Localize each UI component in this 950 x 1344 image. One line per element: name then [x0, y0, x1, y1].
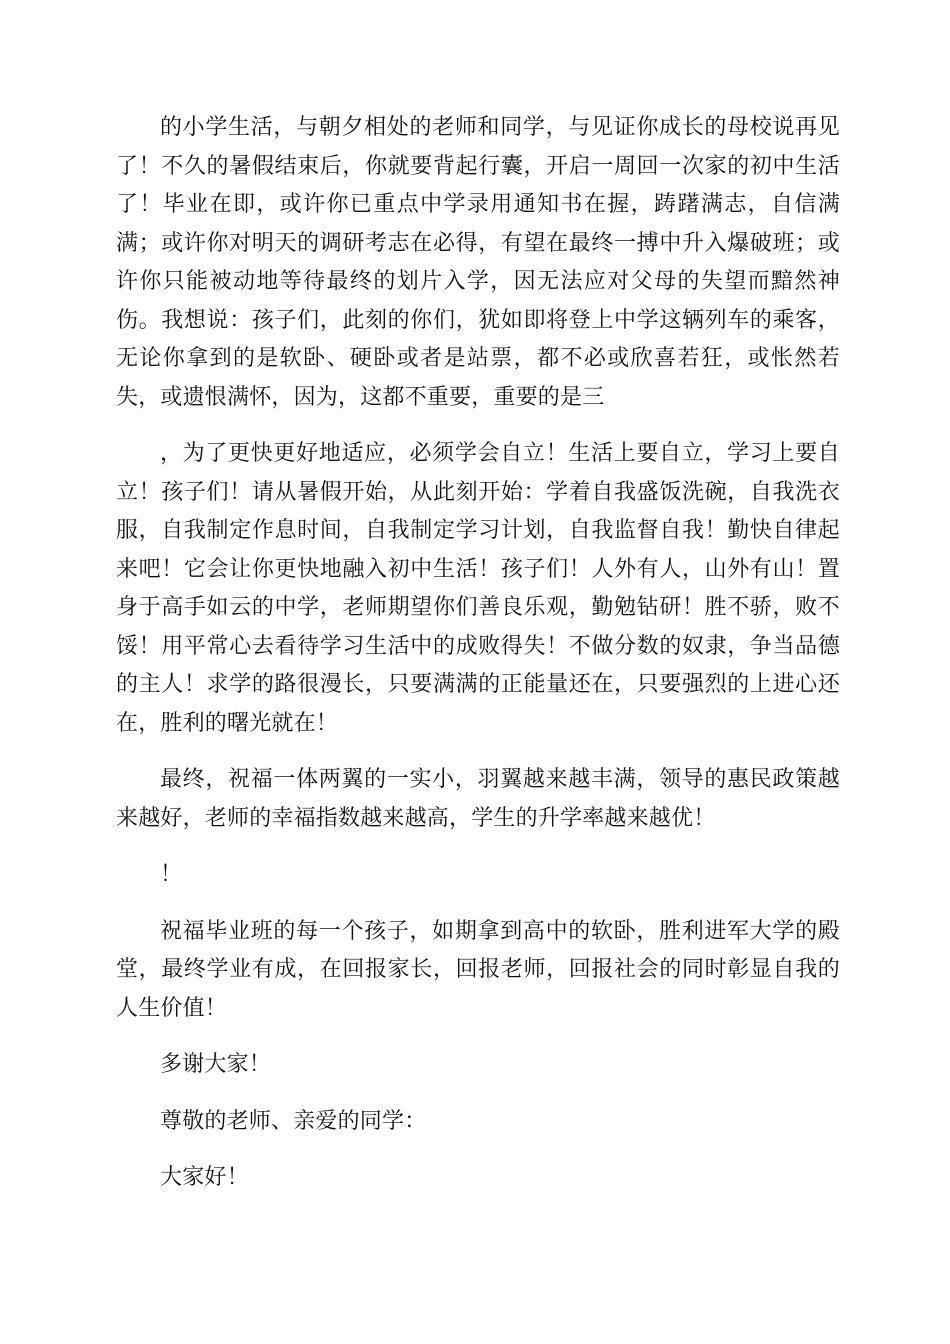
paragraph-thanks: 多谢大家！	[160, 1052, 272, 1077]
document-body	[116, 109, 840, 1216]
paragraph-primary-school-farewell: 的小学生活，与朝夕相处的老师和同学，与见证你成长的母校说再见了！不久的暑假结束后，你就要背起行囊，开启一周回一次家的初中生活了！毕业在即，或许你已重点中学录用通知书在握，踌躇满志，自信满满；或许你对明天的调研考志在必得，有望在最终一搏中升入爆破班；或许你只能被动地等待最终的划片入学，因无法应对父母的失望而黯然神伤。我想说：孩子们，此刻的你们，犹如即将登上中学这辆列车的乘客，无论你拿到的是软卧、硬卧或者是站票，都不必或欣喜若狂，或怅然若失，或遗恨满怀，因为，这都不重要，重要的是三	[116, 115, 840, 410]
paragraph-graduates-blessing: 祝福毕业班的每一个孩子，如期拿到高中的软卧，胜利进军大学的殿堂，最终学业有成，在回报家长，回报老师，回报社会的同时彰显自我的人生价值！	[116, 918, 840, 1021]
paragraph-learn-independence: ，为了更快更好地适应，必须学会自立！生活上要自立，学习上要自立！孩子们！请从暑假开始，从此刻开始：学着自我盛饭洗碗，自我洗衣服，自我制定作息时间，自我制定学习计划，自我监督自我！勤快自律起来吧！它会让你更快地融入初中生活！孩子们！人外有人，山外有山！置身于高手如云的中学，老师期望你们善良乐观，勤勉钻研！胜不骄，败不馁！用平常心去看待学习生活中的成败得失！不做分数的奴隶，争当品德的主人！求学的路很漫长，只要满满的正能量还在，只要强烈的上进心还在，胜利的曙光就在！	[116, 441, 840, 736]
paragraph-final-blessing: 最终，祝福一体两翼的一实小，羽翼越来越丰满，领导的惠民政策越来越好，老师的幸福指数越来越高，学生的升学率越来越优！	[116, 767, 840, 831]
paragraph-greeting: 大家好！	[160, 1165, 249, 1190]
paragraph-exclamation: ！	[160, 862, 183, 887]
paragraph-salutation: 尊敬的老师、亲爱的同学：	[160, 1108, 427, 1134]
